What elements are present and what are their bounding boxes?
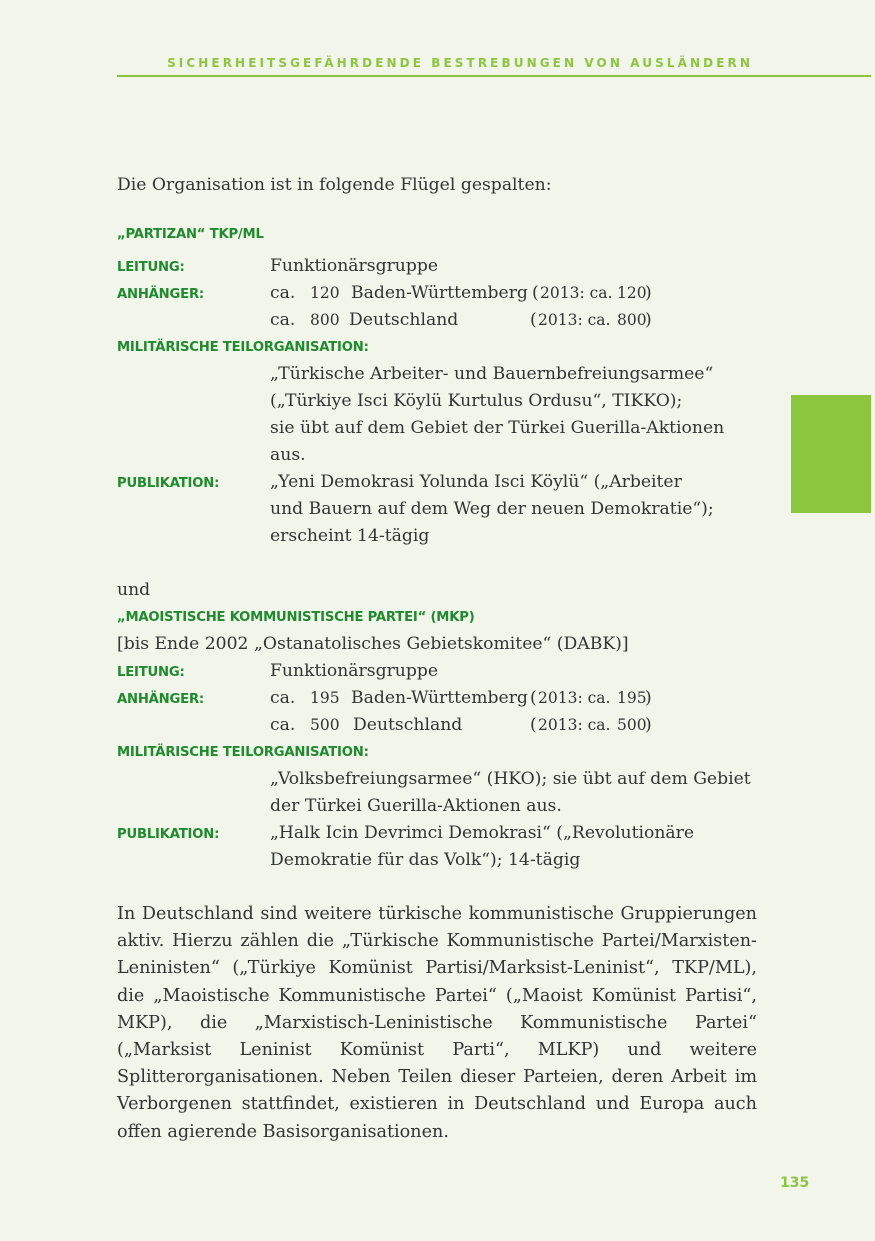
prev-close: )	[645, 715, 652, 735]
ca-text: ca.	[270, 688, 296, 708]
section1-anhaenger-row-1	[117, 280, 757, 307]
section2-subheading: [bis Ende 2002 „Ostanatolisches Gebietskomitee“ (DABK)]	[117, 634, 629, 654]
intro-text: Die Organisation ist in folgende Flügel gespalten:	[117, 175, 552, 195]
leitung-label: LEITUNG:	[117, 665, 185, 680]
leitung-label: LEITUNG:	[117, 260, 185, 275]
header-rule	[117, 75, 871, 77]
prev-year: 2013: ca.	[538, 689, 611, 707]
section1-anhaenger-row-2	[117, 307, 757, 334]
ca-text: ca.	[270, 715, 296, 735]
prev-close: )	[645, 310, 652, 330]
prev-open: (	[530, 715, 537, 735]
anhaenger-label: ANHÄNGER:	[117, 287, 204, 302]
prev-open: (	[530, 688, 537, 708]
leitung-value: Funktionärsgruppe	[270, 256, 439, 276]
prev-year: 2013: ca.	[538, 311, 611, 329]
prev-count: 800	[617, 311, 647, 329]
text-line: der Türkei Guerilla-Aktionen aus.	[270, 796, 562, 816]
prev-close: )	[645, 688, 652, 708]
closing-paragraph: In Deutschland sind weitere türkische kommunistische Gruppierungen aktiv. Hierzu zählen die „Türkische Kommunistische Partei/Marxisten-Leninisten“ („Türkiye Komünist Partisi/Marksist-Leninist“, TKP/ML), die „Maoistische Kommunistische Partei“ („Maoist Komünist Partisi“, MKP), die „Marxistisch-Leninistische Kommunistische Partei“ („Marksist Leninist Komünist Parti“, MLKP) und weitere Splitterorganisationen. Neben Teilen dieser Parteien, deren Arbeit im Verborgenen stattfindet, existieren in Deutschland und Europa auch offen agierende Basisorganisationen.	[117, 904, 757, 1142]
chapter-tab	[791, 395, 871, 513]
region: Baden-Württemberg	[351, 283, 528, 303]
publikation-label: PUBLIKATION:	[117, 476, 220, 491]
text-line: „Volksbefreiungsarmee“ (HKO); sie übt auf dem Gebiet	[270, 769, 751, 789]
prev-count: 500	[617, 716, 647, 734]
section2-heading: „MAOISTISCHE KOMMUNISTISCHE PARTEI“ (MKP)	[117, 610, 475, 625]
section2-publikation	[117, 820, 757, 874]
text-line: „Türkische Arbeiter- und Bauernbefreiungsarmee“	[270, 364, 714, 384]
text-line: „Yeni Demokrasi Yolunda Isci Köylü“ („Arbeiter	[270, 472, 682, 492]
supporter-count: 800	[310, 311, 340, 329]
prev-count: 120	[617, 284, 647, 302]
prev-open: (	[532, 283, 539, 303]
running-header: SICHERHEITSGEFÄHRDENDE BESTREBUNGEN VON AUSLÄNDERN	[167, 56, 753, 70]
und-text: und	[117, 580, 151, 600]
militaerisch-label: MILITÄRISCHE TEILORGANISATION:	[117, 340, 369, 355]
page-content	[117, 172, 757, 1146]
supporter-count: 120	[310, 284, 340, 302]
section2-leitung-row	[117, 658, 757, 685]
supporter-count: 195	[310, 689, 340, 707]
section1-publikation	[117, 469, 757, 550]
prev-count: 195	[617, 689, 647, 707]
ca-text: ca.	[270, 310, 296, 330]
prev-year: 2013: ca.	[540, 284, 613, 302]
page-number: 135	[780, 1175, 810, 1191]
text-line: „Halk Icin Devrimci Demokrasi“ („Revolutionäre	[270, 823, 695, 843]
anhaenger-label: ANHÄNGER:	[117, 692, 204, 707]
leitung-value: Funktionärsgruppe	[270, 661, 439, 681]
section2-anhaenger-row-1	[117, 685, 757, 712]
region: Deutschland	[353, 715, 463, 735]
text-line: („Türkiye Isci Köylü Kurtulus Ordusu“, TIKKO);	[270, 391, 683, 411]
supporter-count: 500	[310, 716, 340, 734]
ca-text: ca.	[270, 283, 296, 303]
section2-anhaenger-row-2	[117, 712, 757, 739]
publikation-label: PUBLIKATION:	[117, 827, 220, 842]
text-line: erscheint 14-tägig	[270, 526, 430, 546]
section1-leitung-row	[117, 253, 757, 280]
text-line: Demokratie für das Volk“); 14-tägig	[270, 850, 581, 870]
section1-militaerisch-text	[117, 361, 757, 469]
section2-militaerisch-text	[117, 766, 757, 820]
prev-close: )	[645, 283, 652, 303]
text-line: sie übt auf dem Gebiet der Türkei Guerilla-Aktionen aus.	[270, 418, 725, 465]
prev-year: 2013: ca.	[538, 716, 611, 734]
prev-open: (	[530, 310, 537, 330]
militaerisch-label: MILITÄRISCHE TEILORGANISATION:	[117, 745, 369, 760]
region: Deutschland	[349, 310, 459, 330]
section1-heading: „PARTIZAN“ TKP/ML	[117, 227, 264, 242]
region: Baden-Württemberg	[351, 688, 528, 708]
text-line: und Bauern auf dem Weg der neuen Demokratie“);	[270, 499, 714, 519]
